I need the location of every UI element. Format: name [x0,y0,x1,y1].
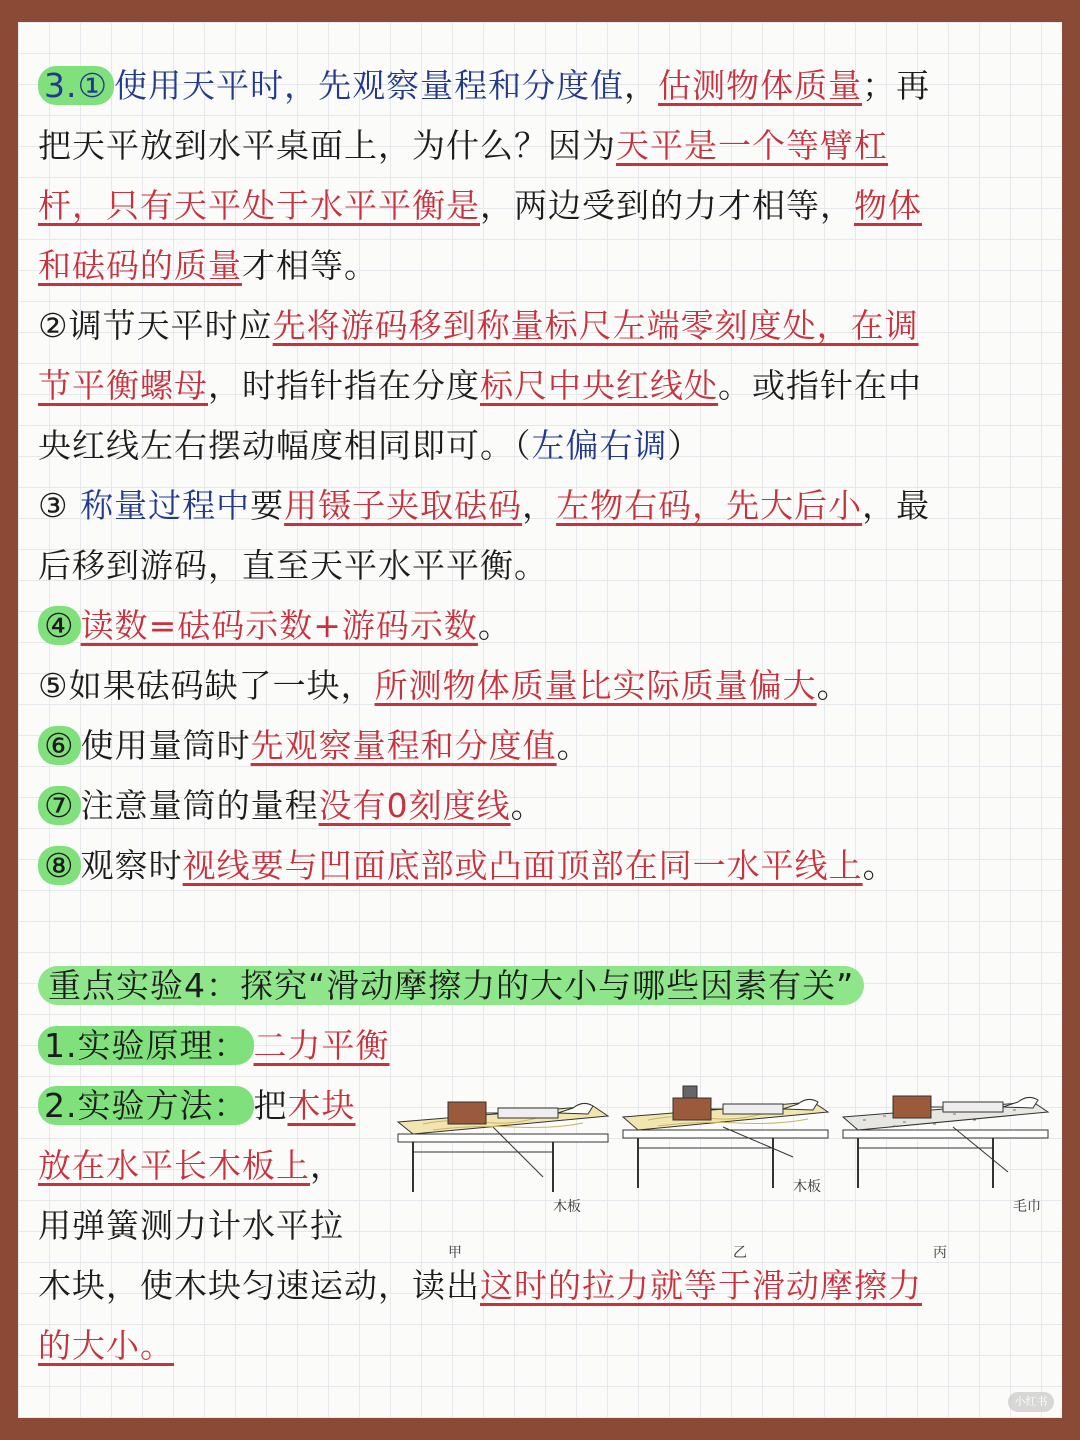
item-number: ④ [38,606,81,645]
text: ， [310,1146,344,1185]
item-number: ⑧ [38,846,81,885]
surface-label-c: 毛巾 [1013,1199,1041,1215]
text-red: 先将游码移到称量标尺左端零刻度处，在调 [272,306,919,345]
line-11 [38,664,851,708]
text-red: 标尺中央红线处 [480,366,718,405]
line-7 [38,424,702,468]
surface-label-a: 木板 [553,1199,581,1215]
text-red: 左物右码，先大后小 [556,486,863,525]
text: 使用量筒时 [80,726,251,765]
text-red: 读数=砝码示数+游码示数 [80,606,478,645]
text-red: 先观察量程和分度值 [250,726,557,765]
notebook-page [18,22,1062,1418]
item-number: 3.① [38,66,114,105]
panel-label-c: 丙 [933,1245,947,1261]
text-red: 物体 [854,186,922,225]
setup-b [623,1086,828,1188]
text: 。 [556,726,591,765]
text: ③ [38,486,69,525]
exp4-principle-line [38,1024,390,1068]
line-2 [38,124,888,168]
item-number: ⑦ [38,786,81,825]
text-blue: 左偏右调 [531,426,668,465]
watermark-badge: 小红书 [1008,1392,1054,1412]
line-5 [38,304,919,348]
text: 后移到游码，直至天平水平平衡。 [38,546,548,585]
text: 木块，使木块匀速运动，读出 [38,1266,480,1305]
principle-label: 1.实验原理： [38,1026,254,1065]
text-red: 没有0刻度线 [318,786,511,825]
experiment-diagram [393,1072,1053,1262]
text-red: 估测物体质量 [658,66,863,105]
text: ， [624,66,659,105]
text: ②调节天平时应 [38,306,273,345]
text: ，时指针指在分度 [208,366,480,405]
exp4-method-line-2 [38,1144,344,1188]
text: 。或指针在中 [718,366,922,405]
exp4-method-line-3 [38,1204,344,1248]
surface-label-b: 木板 [793,1179,821,1195]
line-14 [38,844,897,888]
exp4-heading: 重点实验4：探究“滑动摩擦力的大小与哪些因素有关” [38,966,864,1005]
exp4-method-line-4 [38,1264,922,1308]
text-red: 木块 [287,1086,356,1125]
panel-label-b: 乙 [733,1245,747,1261]
text-red: 放在水平长木板上 [38,1146,310,1185]
text: 把 [253,1086,288,1125]
text: ） [667,426,702,465]
text-blue: 使用天平时，先观察量程和分度值 [114,66,625,105]
line-9 [38,544,548,588]
text-red: 二力平衡 [253,1026,390,1065]
text: 要 [250,486,285,525]
friction-experiment-figure [393,1072,1053,1262]
text-red: 的大小。 [38,1326,174,1365]
text: 。 [510,786,545,825]
text: 观察时 [80,846,183,885]
item-number: ⑥ [38,726,81,765]
text: 央红线左右摆动幅度相同即可。（ [38,426,532,465]
line-8 [38,484,930,528]
text-red: 天平是一个等臂杠 [616,126,888,165]
setup-c [843,1096,1048,1188]
text: ， [522,486,557,525]
text-red: 节平衡螺母 [38,366,208,405]
text: 用弹簧测力计水平拉 [38,1206,344,1245]
text-red: 杆，只有天平处于水平平衡是 [38,186,480,225]
line-13 [38,784,545,828]
text: ，两边受到的力才相等， [480,186,854,225]
line-12 [38,724,591,768]
text: 。 [477,606,512,645]
text: 把天平放到水平桌面上，为什么？因为 [38,126,616,165]
text: 才相等。 [242,246,378,285]
line-3 [38,184,922,228]
text: ；再 [862,66,931,105]
setup-a [398,1102,608,1192]
text-red: 用镊子夹取砝码 [284,486,523,525]
text-red: 视线要与凹面底部或凸面顶部在同一水平线上 [182,846,863,885]
text: ⑤如果砝码缺了一块， [38,666,375,705]
text-blue: 称量过程中 [68,486,251,525]
text-red: 和砝码的质量 [38,246,242,285]
text-red: 所测物体质量比实际质量偏大 [374,666,817,705]
line-6 [38,364,922,408]
exp4-method-line-1 [38,1084,356,1128]
text: 。 [816,666,851,705]
line-4 [38,244,378,288]
method-label: 2.实验方法： [38,1086,254,1125]
exp4-heading-line [38,964,864,1008]
exp4-method-line-5 [38,1324,174,1368]
text: 。 [862,846,897,885]
line-1 [38,64,930,108]
text: ，最 [862,486,931,525]
panel-label-a: 甲 [448,1245,462,1261]
line-10 [38,604,512,648]
text: 注意量筒的量程 [80,786,319,825]
text-red: 这时的拉力就等于滑动摩擦力 [480,1266,922,1305]
